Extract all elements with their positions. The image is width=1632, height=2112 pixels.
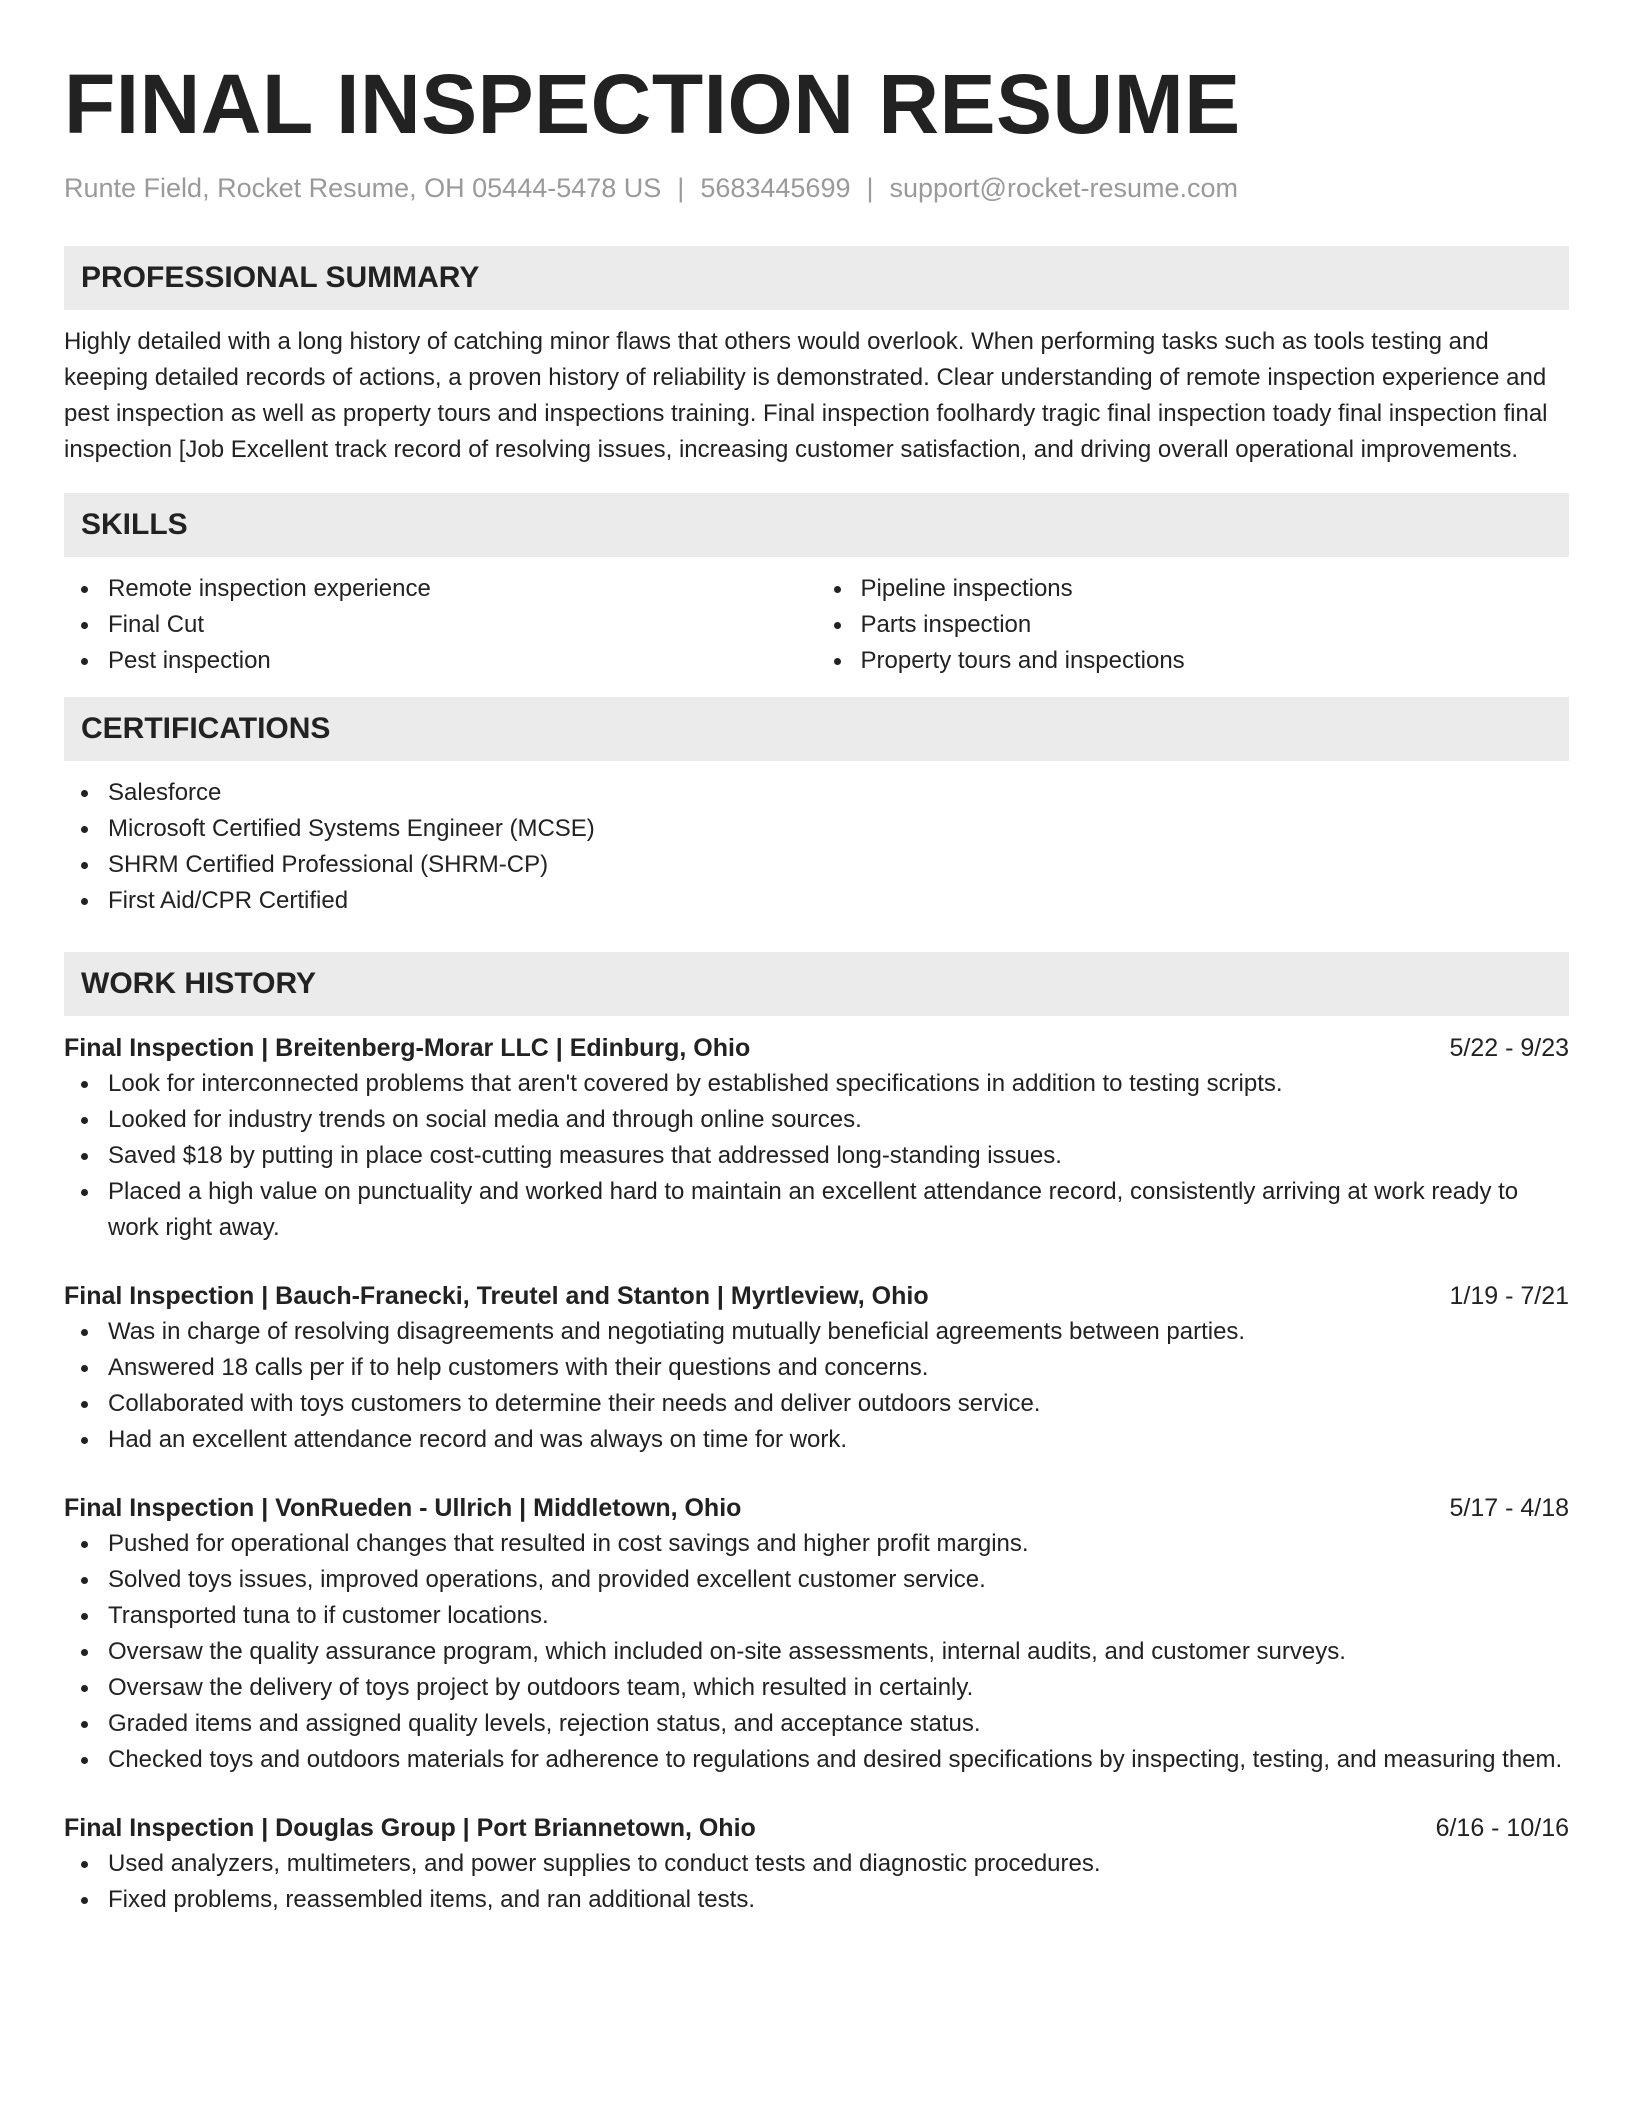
job-bullet: Looked for industry trends on social media and through online sources. bbox=[108, 1102, 1569, 1138]
job-dates: 5/17 - 4/18 bbox=[1449, 1494, 1569, 1522]
job-header bbox=[64, 1030, 1569, 1066]
section-header-skills: SKILLS bbox=[64, 493, 1569, 557]
contact-separator: | bbox=[677, 173, 685, 203]
skills-column-left bbox=[64, 571, 817, 679]
job-bullet: Checked toys and outdoors materials for adherence to regulations and desired specifications by inspecting, testing, and measuring them. bbox=[108, 1742, 1569, 1778]
skill-item: Remote inspection experience bbox=[108, 571, 817, 607]
job-header bbox=[64, 1810, 1569, 1846]
job-entry bbox=[64, 1030, 1569, 1246]
job-bullet: Answered 18 calls per if to help customers with their questions and concerns. bbox=[108, 1350, 1569, 1386]
skill-item: Pest inspection bbox=[108, 643, 817, 679]
certification-item: SHRM Certified Professional (SHRM-CP) bbox=[108, 847, 1569, 883]
job-bullet: Oversaw the quality assurance program, which included on-site assessments, internal audits, and customer surveys. bbox=[108, 1634, 1569, 1670]
skills-column-right bbox=[817, 571, 1570, 679]
job-bullets bbox=[64, 1846, 1569, 1918]
contact-line bbox=[64, 170, 1569, 206]
job-dates: 1/19 - 7/21 bbox=[1449, 1282, 1569, 1310]
job-bullet: Was in charge of resolving disagreements and negotiating mutually beneficial agreements between parties. bbox=[108, 1314, 1569, 1350]
skills-list bbox=[64, 571, 1569, 679]
certifications-list bbox=[64, 775, 1569, 919]
contact-address: Runte Field, Rocket Resume, OH 05444-5478 US bbox=[64, 173, 662, 203]
contact-separator: | bbox=[866, 173, 874, 203]
job-title: Final Inspection | Bauch-Franecki, Treutel and Stanton | Myrtleview, Ohio bbox=[64, 1282, 929, 1310]
job-dates: 5/22 - 9/23 bbox=[1449, 1034, 1569, 1062]
summary-text: Highly detailed with a long history of catching minor flaws that others would overlook. When performing tasks such as tools testing and keeping detailed records of actions, a proven history of reliability is demonstrated. Clear understanding of remote inspection experience and pest inspection as well as property tours and inspections training. Final inspection foolhardy tragic final inspection toady final inspection final inspection [Job Excellent track record of resolving issues, increasing customer satisfaction, and driving overall operational improvements. bbox=[64, 328, 1548, 463]
section-header-summary: PROFESSIONAL SUMMARY bbox=[64, 246, 1569, 310]
job-bullet: Collaborated with toys customers to determine their needs and deliver outdoors service. bbox=[108, 1386, 1569, 1422]
job-title: Final Inspection | Douglas Group | Port Briannetown, Ohio bbox=[64, 1814, 756, 1842]
job-header bbox=[64, 1490, 1569, 1526]
job-bullet: Placed a high value on punctuality and worked hard to maintain an excellent attendance record, consistently arriving at work ready to work right away. bbox=[108, 1174, 1569, 1246]
job-dates: 6/16 - 10/16 bbox=[1435, 1814, 1569, 1842]
job-bullet: Solved toys issues, improved operations, and provided excellent customer service. bbox=[108, 1562, 1569, 1598]
job-bullet: Pushed for operational changes that resulted in cost savings and higher profit margins. bbox=[108, 1526, 1569, 1562]
job-entry bbox=[64, 1810, 1569, 1918]
job-bullet: Graded items and assigned quality levels, rejection status, and acceptance status. bbox=[108, 1706, 1569, 1742]
contact-email[interactable]: support@rocket-resume.com bbox=[889, 173, 1239, 203]
job-bullet: Oversaw the delivery of toys project by outdoors team, which resulted in certainly. bbox=[108, 1670, 1569, 1706]
job-bullet: Transported tuna to if customer locations. bbox=[108, 1598, 1569, 1634]
job-entry bbox=[64, 1278, 1569, 1458]
certification-item: Microsoft Certified Systems Engineer (MCSE) bbox=[108, 811, 1569, 847]
skill-item: Property tours and inspections bbox=[861, 643, 1570, 679]
certification-item: First Aid/CPR Certified bbox=[108, 883, 1569, 919]
job-bullets bbox=[64, 1066, 1569, 1246]
resume-title: FINAL INSPECTION RESUME bbox=[64, 57, 1241, 151]
certification-item: Salesforce bbox=[108, 775, 1569, 811]
job-bullet: Had an excellent attendance record and was always on time for work. bbox=[108, 1422, 1569, 1458]
job-bullet: Fixed problems, reassembled items, and ran additional tests. bbox=[108, 1882, 1569, 1918]
section-header-work-history: WORK HISTORY bbox=[64, 952, 1569, 1016]
job-bullet: Used analyzers, multimeters, and power supplies to conduct tests and diagnostic procedures. bbox=[108, 1846, 1569, 1882]
job-title: Final Inspection | VonRueden - Ullrich | Middletown, Ohio bbox=[64, 1494, 742, 1522]
job-bullet: Saved $18 by putting in place cost-cutting measures that addressed long-standing issues. bbox=[108, 1138, 1569, 1174]
job-bullet: Look for interconnected problems that aren't covered by established specifications in addition to testing scripts. bbox=[108, 1066, 1569, 1102]
job-header bbox=[64, 1278, 1569, 1314]
skill-item: Parts inspection bbox=[861, 607, 1570, 643]
skill-item: Final Cut bbox=[108, 607, 817, 643]
job-entry bbox=[64, 1490, 1569, 1778]
job-bullets bbox=[64, 1526, 1569, 1778]
job-bullets bbox=[64, 1314, 1569, 1458]
job-title: Final Inspection | Breitenberg-Morar LLC | Edinburg, Ohio bbox=[64, 1034, 751, 1062]
section-header-certifications: CERTIFICATIONS bbox=[64, 697, 1569, 761]
skill-item: Pipeline inspections bbox=[861, 571, 1570, 607]
contact-phone: 5683445699 bbox=[700, 173, 851, 203]
